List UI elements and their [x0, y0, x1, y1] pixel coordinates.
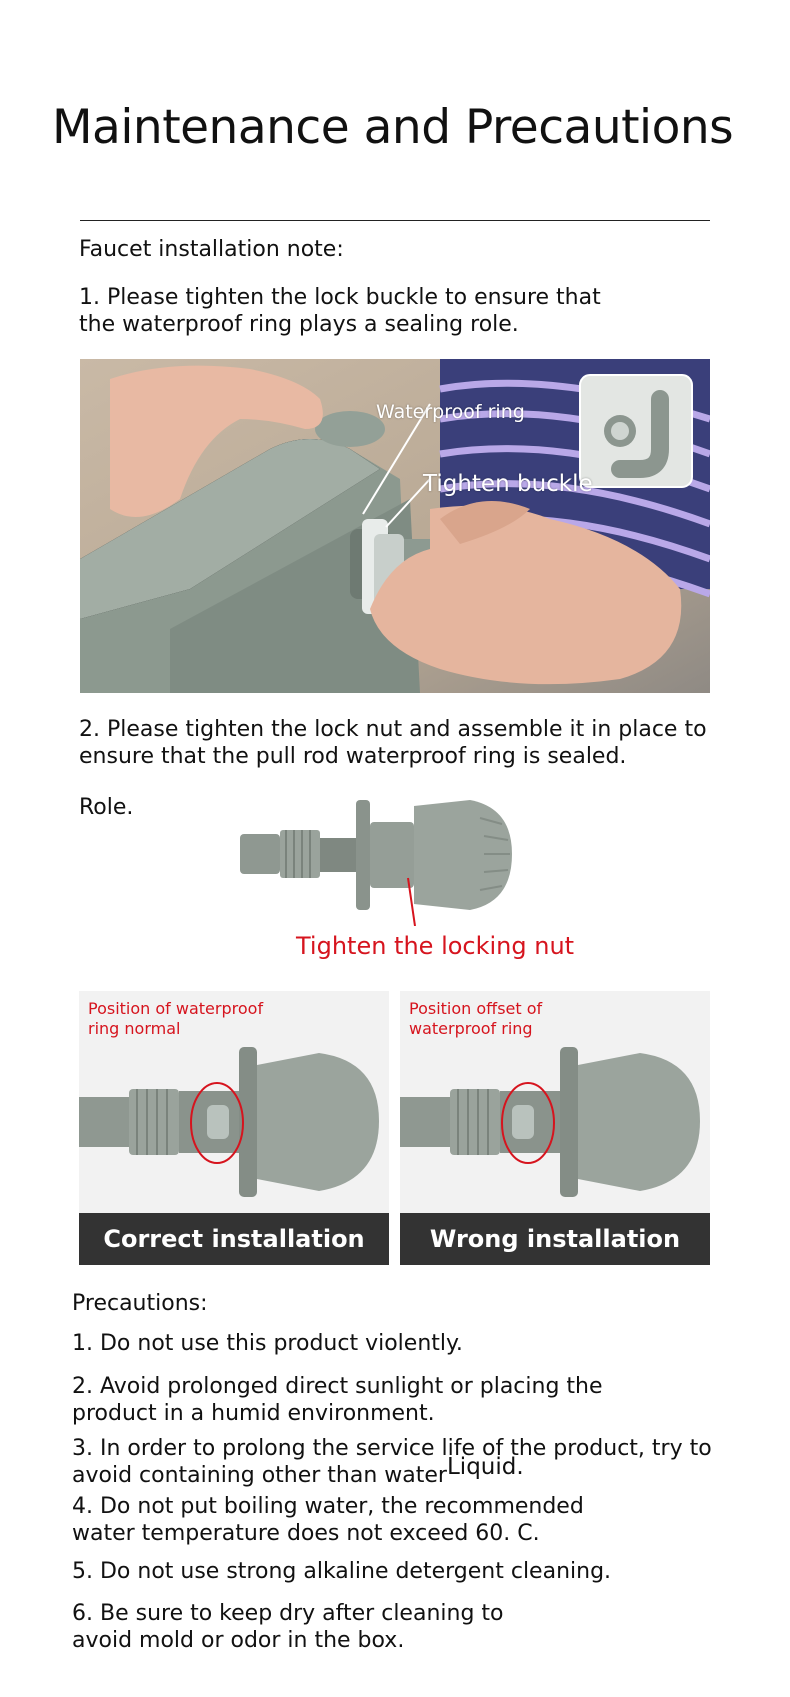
wrong-installation-caption: Wrong installation: [400, 1213, 710, 1265]
wrong-note-line-1: Position offset of: [409, 999, 543, 1018]
faucet-note-heading: Faucet installation note:: [79, 237, 344, 262]
step-2-text: [79, 716, 707, 770]
wrong-note: [409, 999, 542, 1039]
step-1-line-1: 1. Please tighten the lock buckle to ensure that: [79, 285, 601, 310]
precaution-item-4-line-2: water temperature does not exceed 60. C.: [72, 1521, 540, 1546]
precaution-item-6: [72, 1600, 504, 1654]
precaution-item-3-line-2: [72, 1454, 712, 1489]
precaution-item-6-line-2: avoid mold or odor in the box.: [72, 1628, 405, 1653]
precaution-item-4: [72, 1493, 584, 1547]
correct-note-line-2: ring normal: [88, 1019, 181, 1038]
step-2-line-2: ensure that the pull rod waterproof ring is sealed.: [79, 744, 627, 769]
divider: [80, 220, 710, 221]
wrong-installation-illustration: [400, 1031, 710, 1211]
precaution-item-2: [72, 1373, 603, 1427]
precaution-item-3-suffix: Liquid.: [446, 1454, 524, 1480]
correct-installation-caption: Correct installation: [79, 1213, 389, 1265]
step-1-text: [79, 284, 601, 338]
correct-installation-illustration: [79, 1031, 389, 1211]
precaution-item-3-line-2-text: avoid containing other than water: [72, 1463, 447, 1488]
correct-note: [88, 999, 263, 1039]
wrong-note-line-2: waterproof ring: [409, 1019, 533, 1038]
inset-detail-image: [580, 375, 692, 487]
precaution-item-5: 5. Do not use strong alkaline detergent cleaning.: [72, 1559, 612, 1584]
tighten-locking-nut-label: Tighten the locking nut: [296, 932, 575, 960]
precautions-title: Precautions:: [72, 1291, 208, 1316]
correct-installation-panel: [79, 991, 389, 1265]
precaution-item-6-line-1: 6. Be sure to keep dry after cleaning to: [72, 1601, 504, 1626]
precaution-item-3: [72, 1435, 712, 1489]
faucet-install-photo: [80, 359, 710, 693]
wrong-installation-panel: [400, 991, 710, 1265]
precaution-item-4-line-1: 4. Do not put boiling water, the recommended: [72, 1494, 584, 1519]
step-1-line-2: the waterproof ring plays a sealing role.: [79, 312, 519, 337]
precaution-item-1: 1. Do not use this product violently.: [72, 1331, 463, 1356]
page-title: Maintenance and Precautions: [52, 100, 734, 155]
pull-rod-part-image: [240, 798, 540, 926]
tighten-buckle-label: Tighten buckle: [423, 471, 593, 497]
waterproof-ring-label: Waterproof ring: [376, 401, 525, 423]
precaution-item-2-line-2: product in a humid environment.: [72, 1401, 435, 1426]
pull-rod-illustration: [240, 798, 540, 926]
step-2-line-1: 2. Please tighten the lock nut and assemble it in place to: [79, 717, 707, 742]
step-2-role: Role.: [79, 795, 134, 820]
correct-note-line-1: Position of waterproof: [88, 999, 264, 1018]
precaution-item-3-line-1: 3. In order to prolong the service life of the product, try to: [72, 1436, 712, 1461]
precaution-item-2-line-1: 2. Avoid prolonged direct sunlight or placing the: [72, 1374, 603, 1399]
